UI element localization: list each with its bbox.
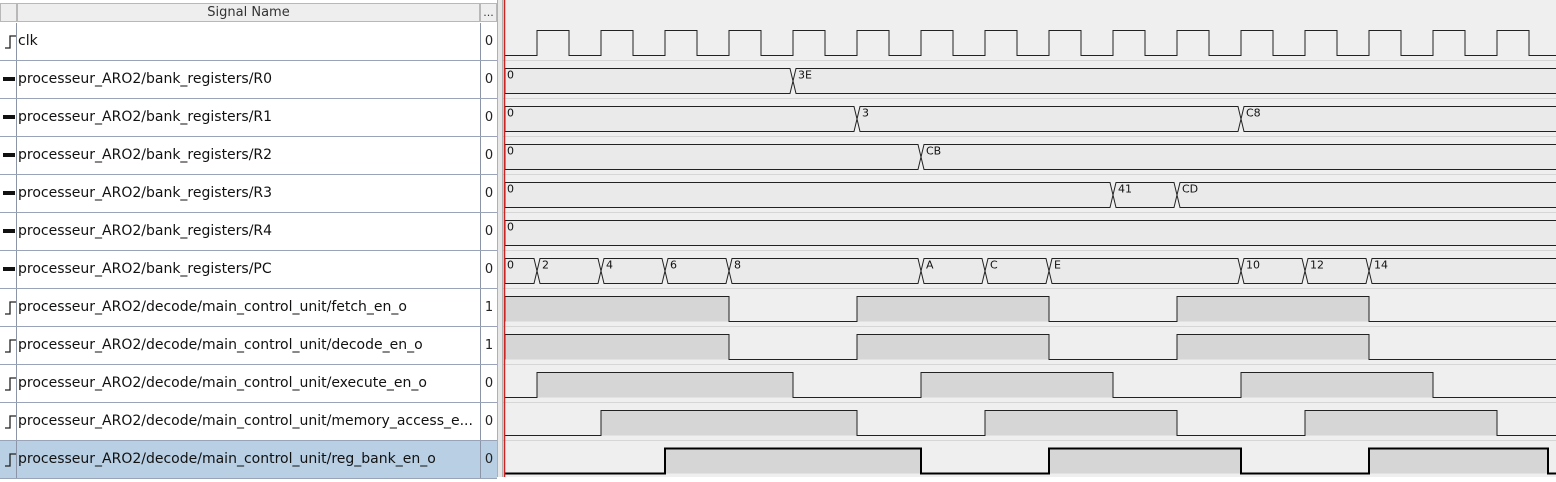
signal-row[interactable] <box>0 23 497 61</box>
high-level-fill <box>857 335 1049 360</box>
signal-name: processeur_ARO2/decode/main_control_unit/memory_access_e... <box>18 413 473 429</box>
bus-signal-icon <box>0 99 17 136</box>
signal-row[interactable] <box>0 137 497 175</box>
bus-value-label: 41 <box>1118 182 1132 196</box>
value-column-header[interactable]: ... <box>480 3 497 22</box>
bus-segment <box>793 69 1556 94</box>
signal-name: processeur_ARO2/bank_registers/R3 <box>18 185 273 201</box>
signal-row[interactable] <box>0 251 497 289</box>
signal-row[interactable] <box>0 403 497 441</box>
signal-name: processeur_ARO2/bank_registers/R0 <box>18 71 273 87</box>
signal-value: 0 <box>480 23 497 60</box>
signal-name: processeur_ARO2/bank_registers/PC <box>18 261 272 277</box>
bus-segment <box>857 107 1241 132</box>
bus-value-label: 3 <box>862 106 869 120</box>
bus-segment <box>1177 183 1556 208</box>
bus-value-label: 0 <box>507 144 514 158</box>
bit-signal-icon <box>0 403 17 440</box>
signal-names-panel <box>0 0 497 477</box>
bus-value-label: 0 <box>507 68 514 82</box>
bus-value-label: 0 <box>507 182 514 196</box>
bus-segment <box>1241 107 1556 132</box>
signal-value: 0 <box>480 99 497 136</box>
high-level-fill <box>1177 297 1369 322</box>
bus-value-label: E <box>1054 258 1061 272</box>
high-level-fill <box>985 411 1177 436</box>
bus-segment <box>729 259 921 284</box>
high-level-fill <box>921 373 1113 398</box>
bus-segment <box>1369 259 1556 284</box>
bus-value-label: 0 <box>507 258 514 272</box>
high-level-fill <box>505 297 729 322</box>
signal-value: 0 <box>480 365 497 402</box>
bus-value-label: 10 <box>1246 258 1260 272</box>
bus-signal-icon <box>0 175 17 212</box>
bus-segment <box>505 221 1556 246</box>
signal-value: 1 <box>480 327 497 364</box>
signal-value: 0 <box>480 175 497 212</box>
bus-value-label: 4 <box>606 258 613 272</box>
clock-waveform <box>505 31 1556 56</box>
signal-row[interactable] <box>0 213 497 251</box>
bus-signal-icon <box>0 213 17 250</box>
high-level-fill <box>1049 449 1241 474</box>
signal-name: processeur_ARO2/decode/main_control_unit/fetch_en_o <box>18 299 407 315</box>
high-level-fill <box>1305 411 1497 436</box>
signal-row[interactable] <box>0 327 497 365</box>
bus-segment <box>505 183 1113 208</box>
signal-value: 0 <box>480 213 497 250</box>
high-level-fill <box>601 411 857 436</box>
waveform-canvas[interactable] <box>503 0 1556 477</box>
signal-value: 0 <box>480 251 497 288</box>
signal-value: 0 <box>480 441 497 478</box>
bus-segment <box>921 145 1556 170</box>
signal-row[interactable] <box>0 61 497 99</box>
bus-value-label: 3E <box>798 68 812 82</box>
bus-value-label: 0 <box>507 220 514 234</box>
signal-name: processeur_ARO2/decode/main_control_unit/decode_en_o <box>18 337 423 353</box>
bit-signal-icon <box>0 289 17 326</box>
bus-value-label: CD <box>1182 182 1199 196</box>
bus-value-label: A <box>926 258 934 272</box>
signal-name: processeur_ARO2/decode/main_control_unit/execute_en_o <box>18 375 427 391</box>
icon-column-header <box>0 3 17 22</box>
signal-value: 1 <box>480 289 497 326</box>
high-level-fill <box>505 335 729 360</box>
bus-value-label: 0 <box>507 106 514 120</box>
bit-signal-icon <box>0 365 17 402</box>
signal-value: 0 <box>480 403 497 440</box>
bus-segment <box>1049 259 1241 284</box>
bit-signal-icon <box>0 23 17 60</box>
signal-row[interactable] <box>0 175 497 213</box>
bus-signal-icon <box>0 137 17 174</box>
high-level-fill <box>1177 335 1369 360</box>
bus-value-label: 2 <box>542 258 549 272</box>
bus-value-label: CB <box>926 144 942 158</box>
signal-row[interactable] <box>0 289 497 327</box>
bus-value-label: C8 <box>1246 106 1261 120</box>
high-level-fill <box>1369 449 1548 474</box>
signal-name: processeur_ARO2/bank_registers/R4 <box>18 223 273 239</box>
signal-row[interactable] <box>0 99 497 137</box>
high-level-fill <box>1241 373 1433 398</box>
bus-segment <box>505 107 857 132</box>
high-level-fill <box>857 297 1049 322</box>
signal-name: processeur_ARO2/bank_registers/R2 <box>18 147 273 163</box>
signal-row[interactable] <box>0 365 497 403</box>
bit-signal-icon <box>0 327 17 364</box>
bus-signal-icon <box>0 251 17 288</box>
bus-segment <box>505 69 793 94</box>
signal-name-column-header[interactable]: Signal Name <box>17 3 480 22</box>
bus-signal-icon <box>0 61 17 98</box>
signal-name: processeur_ARO2/decode/main_control_unit/reg_bank_en_o <box>18 451 436 467</box>
bus-value-label: 8 <box>734 258 741 272</box>
signal-value: 0 <box>480 137 497 174</box>
bus-segment <box>505 145 921 170</box>
high-level-fill <box>537 373 793 398</box>
bus-value-label: 12 <box>1310 258 1324 272</box>
signal-row[interactable] <box>0 441 497 479</box>
bus-value-label: 6 <box>670 258 677 272</box>
bus-value-label: C <box>990 258 998 272</box>
waveform-panel[interactable] <box>503 0 1556 477</box>
high-level-fill <box>665 449 921 474</box>
bus-value-label: 14 <box>1374 258 1388 272</box>
signal-name: clk <box>18 33 38 49</box>
signal-value: 0 <box>480 61 497 98</box>
bit-signal-icon <box>0 441 17 478</box>
signal-name: processeur_ARO2/bank_registers/R1 <box>18 109 273 125</box>
